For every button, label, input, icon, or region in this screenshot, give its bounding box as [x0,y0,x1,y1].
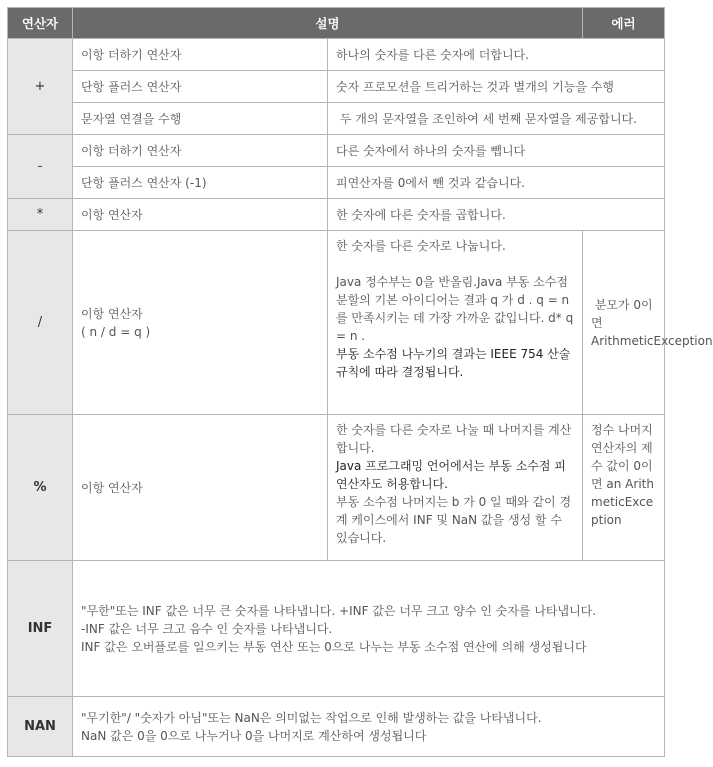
operator-symbol-plus: + [8,39,73,135]
operator-symbol-divide: / [8,231,73,415]
operator-name: 이항 연산자 [73,199,328,231]
operator-description: 숫자 프로모션을 트리거하는 것과 별개의 기능을 수행 [328,71,665,103]
operator-description [73,697,665,757]
description-line: "무기한"/ "숫자가 아님"또는 NaN은 의미없는 작업으로 인해 발생하는 값을 나타냅니다. [81,710,542,725]
table-row [8,415,665,561]
operator-symbol-inf: INF [8,561,73,697]
header-row [8,8,665,39]
description-line: 부동 소수점 나누기의 결과는 IEEE 754 산술 규칙에 따라 결정됩니다. [336,347,571,379]
header-description: 설명 [73,8,583,39]
description-line: NaN 값은 0을 0으로 나누거나 0을 나머지로 계산하여 생성됩니다 [81,728,427,743]
description-line: "무한"또는 INF 값은 너무 큰 숫자를 나타냅니다. +INF 값은 너무 크고 양수 인 숫자를 나타냅니다. [81,603,597,618]
table-row [8,231,665,415]
operator-description [328,231,583,415]
operator-error: 정수 나머지 연산자의 제수 값이 0이면 an ArithmeticException [583,415,665,561]
operator-symbol-multiply: * [8,199,73,231]
operator-description: 두 개의 문자열을 조인하여 세 번째 문자열을 제공합니다. [328,103,665,135]
operator-name: 이항 더하기 연산자 [73,39,328,71]
operator-name [73,231,328,415]
operator-name: 문자열 연결을 수행 [73,103,328,135]
table-row [8,199,665,231]
operator-description: 피연산자를 0에서 뺀 것과 같습니다. [328,167,665,199]
operator-name: 단항 플러스 연산자 (-1) [73,167,328,199]
operator-symbol-modulo: % [8,415,73,561]
description-line: -INF 값은 너무 크고 음수 인 숫자를 나타냅니다. [81,621,333,636]
table-row [8,103,665,135]
operator-formula: ( n / d = q ) [81,324,151,339]
header-operator: 연산자 [8,8,73,39]
description-line: 한 숫자를 다른 숫자로 나눌 때 나머지를 계산합니다. [336,423,572,455]
table-row [8,135,665,167]
operator-symbol-nan: NAN [8,697,73,757]
operator-name: 이항 더하기 연산자 [73,135,328,167]
operator-description [73,561,665,697]
operator-name: 이항 연산자 [73,415,328,561]
operators-table [7,7,713,757]
description-line: Java 프로그래밍 언어에서는 부동 소수점 피연산자도 허용합니다. [336,459,566,491]
operator-name: 단항 플러스 연산자 [73,71,328,103]
operator-error: 분모가 0이면 ArithmeticException [583,231,665,415]
header-error: 에러 [583,8,665,39]
table-row [8,39,665,71]
operator-symbol-minus: - [8,135,73,199]
operator-description [328,415,583,561]
operator-description: 다른 숫자에서 하나의 숫자를 뺍니다 [328,135,665,167]
description-line: INF 값은 오버플로를 일으키는 부동 연산 또는 0으로 나누는 부동 소수점 연산에 의해 생성됩니다 [81,639,587,654]
table-row [8,697,665,757]
operator-description: 하나의 숫자를 다른 숫자에 더합니다. [328,39,665,71]
table-row [8,561,665,697]
operator-description: 한 숫자에 다른 숫자를 곱합니다. [328,199,665,231]
table-row [8,71,665,103]
description-line: Java 정수부는 0을 반올림.Java 부동 소수점 분할의 기본 아이디어는 결과 q 가 d . q = n 를 만족시키는 데 가장 가까운 값입니다. d* q = n . [336,275,574,343]
table-row [8,167,665,199]
operator-name-line: 이항 연산자 [81,306,143,321]
description-line: 부동 소수점 나머지는 b 가 0 일 때와 같이 경계 케이스에서 INF 및 NaN 값을 생성 할 수 있습니다. [336,495,572,545]
description-line: 한 숫자를 다른 숫자로 나눕니다. [336,239,506,253]
